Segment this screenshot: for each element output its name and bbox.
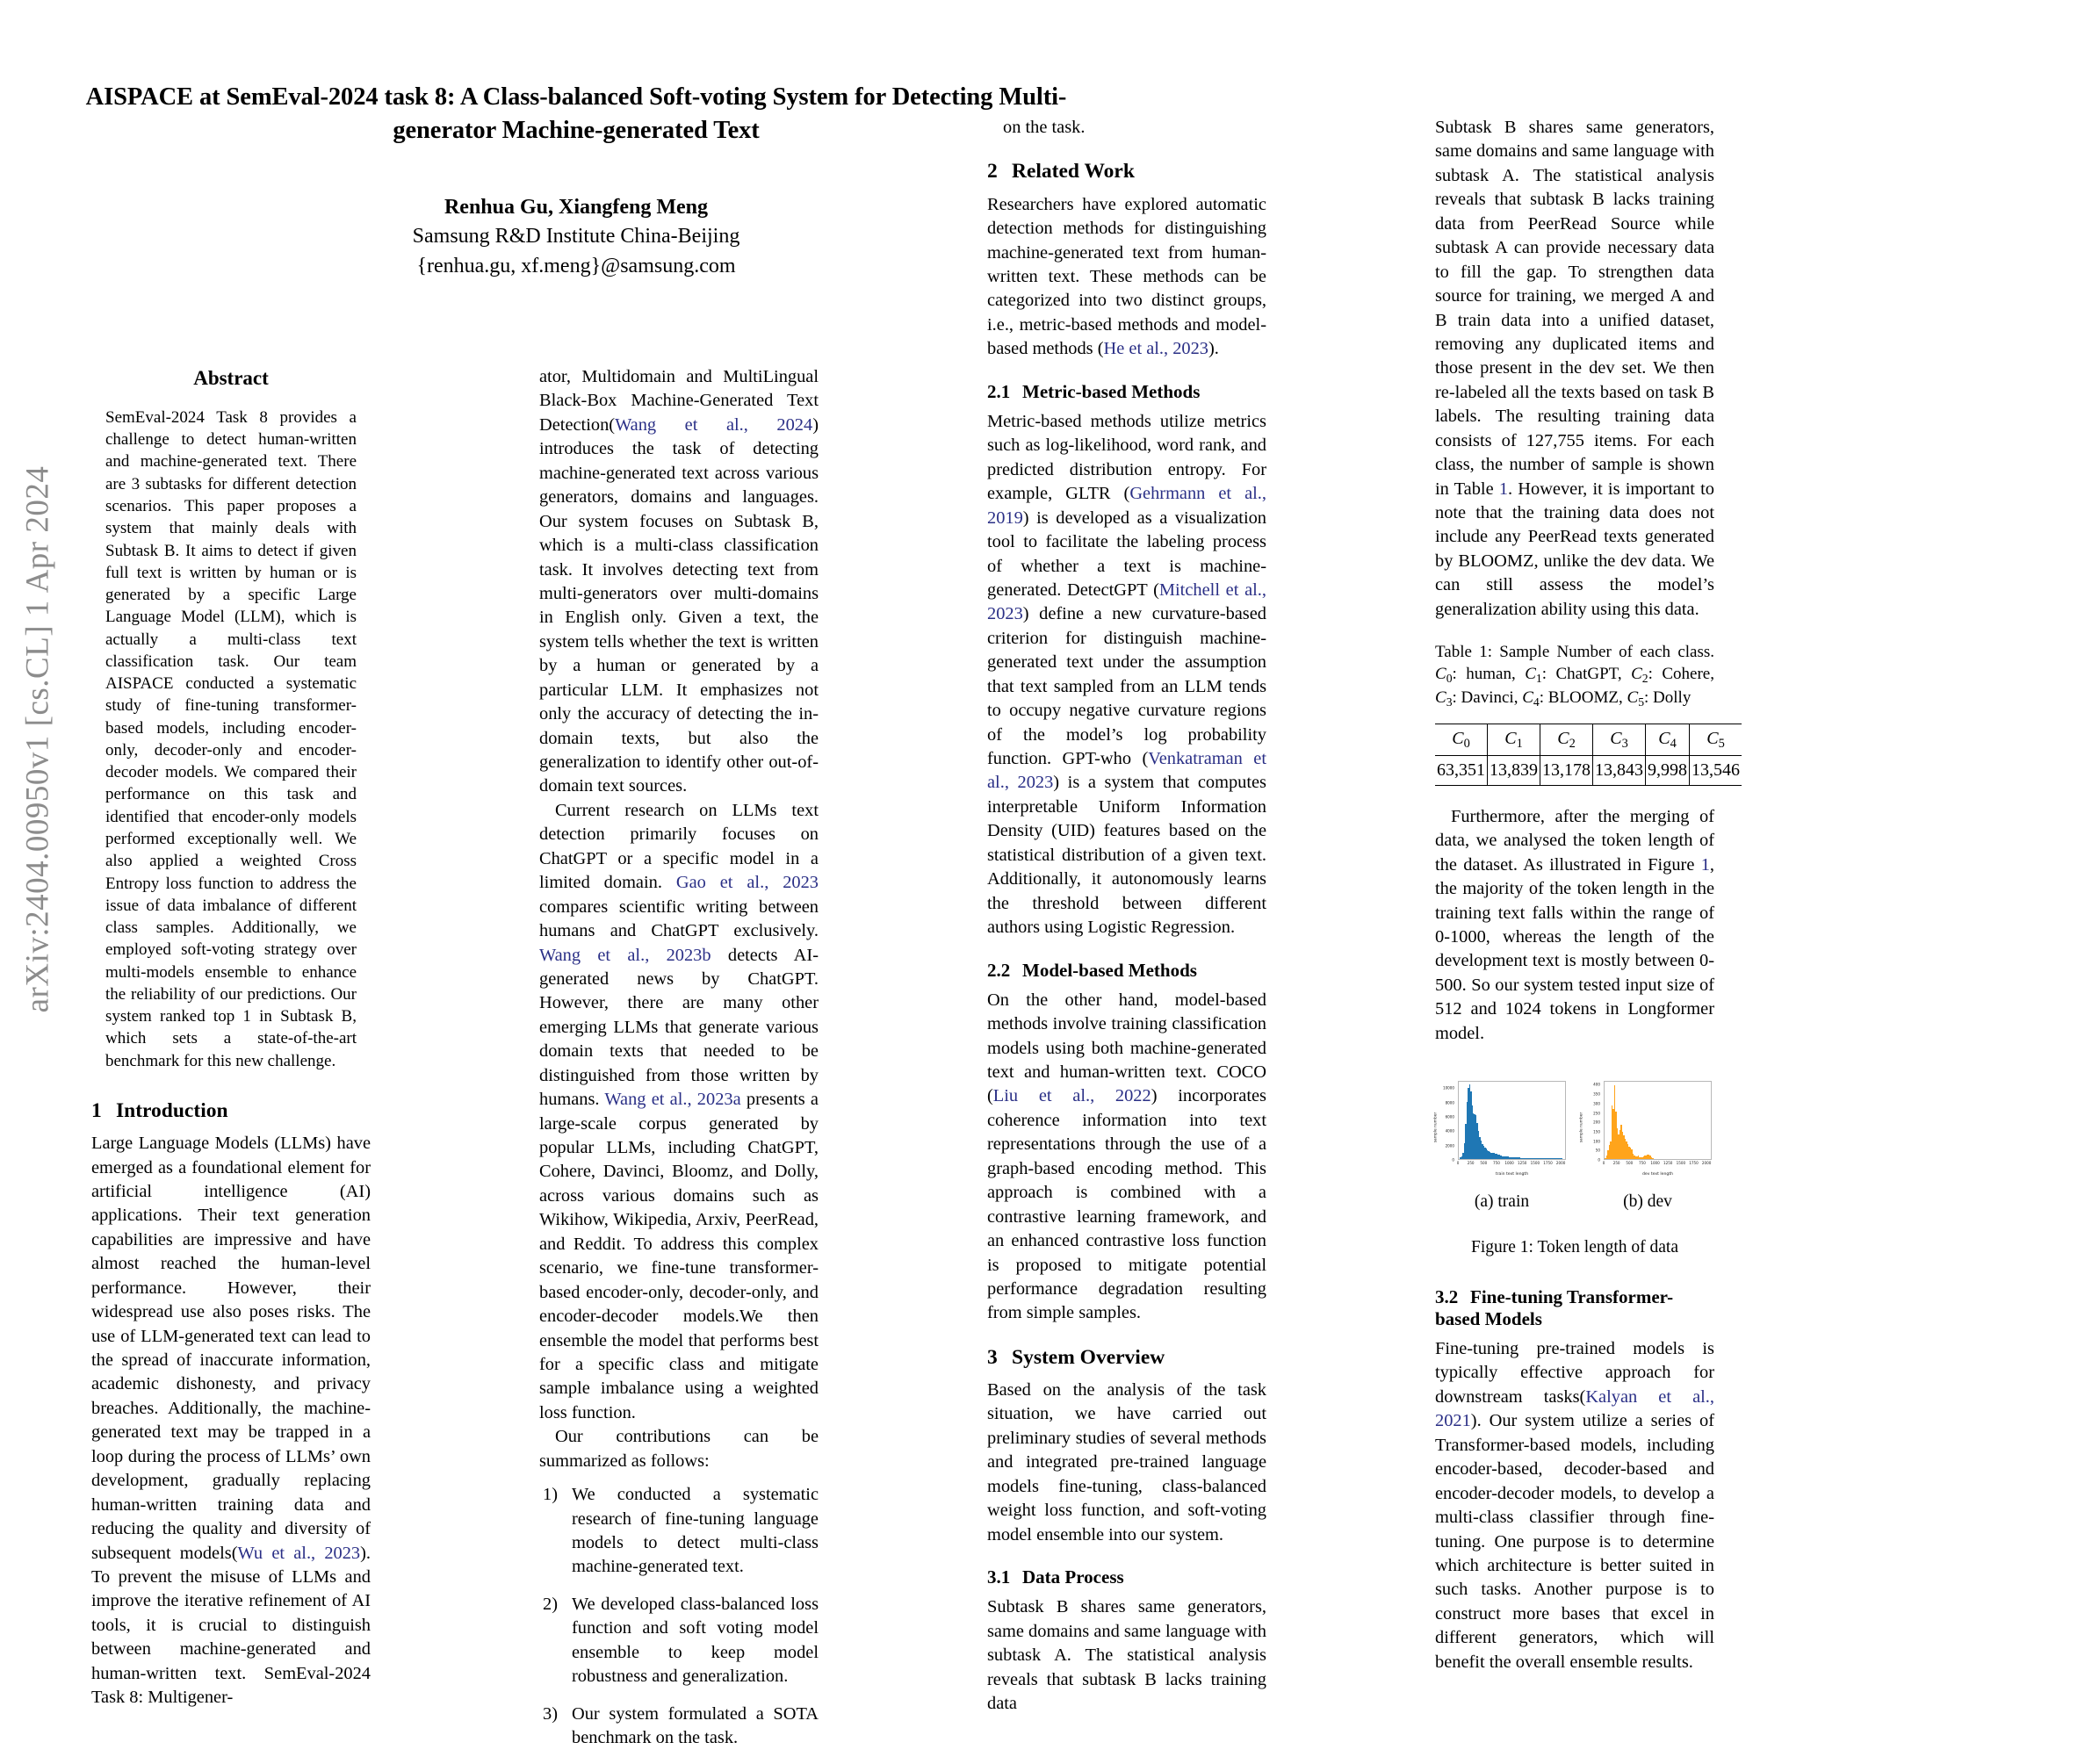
subsection-number: 2.2 <box>987 959 1011 981</box>
table-cell: 13,843 <box>1593 755 1646 785</box>
data-process-paragraph-continued <box>1435 116 1714 622</box>
subsection-title: Metric-based Methods <box>1022 380 1201 402</box>
contributions-lead-in <box>539 1425 819 1473</box>
citation-liu-2022[interactable]: Liu et al., 2022 <box>992 1086 1151 1106</box>
subsection-heading-model-based <box>987 960 1266 982</box>
email-address: {renhua.gu, xf.meng}@samsung.com <box>416 254 736 277</box>
mb-b: ) is developed as a visualization tool to facilitate the labeling process of whether a text is machine-generated. DetectGPT ( <box>987 508 1266 600</box>
affiliation: Samsung R&D Institute China-Beijing <box>412 225 740 248</box>
section-number: 1 <box>91 1098 102 1122</box>
table-row <box>1435 755 1742 785</box>
subsection-title: Model-based Methods <box>1022 959 1197 981</box>
x-axis-ticks: 0 250 500 750 1000 1250 1500 1750 2000 <box>1602 1161 1712 1166</box>
subsection-heading-fine-tuning <box>1435 1286 1714 1330</box>
ft-a: Fine-tuning pre-trained models is typically effective approach for downstream tasks( <box>1435 1339 1714 1407</box>
intro-paragraph-1 <box>91 1132 371 1710</box>
subsection-number: 3.1 <box>987 1566 1011 1588</box>
subsection-number: 2.1 <box>987 380 1011 402</box>
mb-d: ) is a system that computes interpretable Uniform Information Density (UID) features based on the statistical distribution of a given text. Additionally, it autonomously learns the threshold between different authors using Logistic Regression. <box>987 773 1266 938</box>
list-item <box>539 1703 819 1751</box>
table-cell: 13,546 <box>1690 755 1742 785</box>
table-cell: 13,839 <box>1488 755 1540 785</box>
section-heading-introduction <box>91 1098 371 1123</box>
system-overview-paragraph <box>987 1379 1266 1547</box>
figure-1 <box>1435 1076 1714 1259</box>
y-axis-ticks: 0 2000 4000 6000 8000 10000 <box>1442 1085 1454 1163</box>
citation-gao-2023[interactable]: Gao et al., 2023 <box>675 873 819 893</box>
figure-1-caption: Figure 1: Token length of data <box>1470 1238 1679 1257</box>
table-1-caption: Table 1: Sample Number of each class. $C_0$: human, $C_1$: ChatGPT, $C_2$: Cohere, $C_3$: Davinci, $C_4$: BLOOMZ, $C_5$: Dolly <box>1435 643 1714 709</box>
list-item-text: We conducted a systematic research of fine-tuning language models to detect multi-class machine-generated text. <box>572 1485 819 1577</box>
list-marker: 3) <box>543 1703 558 1724</box>
subfigure-caption: (a) train <box>1474 1192 1530 1212</box>
author-block <box>76 193 1077 282</box>
citation-figure-1[interactable]: 1 <box>1700 854 1710 875</box>
intro-p1-tail-a: ator, Multidomain and MultiLingual Black-Box Machine-Generated Text Detection( <box>539 367 819 435</box>
section-heading-system-overview <box>987 1345 1266 1370</box>
abstract-section <box>91 365 371 1072</box>
subsection-heading-data-process <box>987 1566 1266 1588</box>
plot-area <box>1458 1081 1566 1160</box>
dp-start: Subtask B shares same generators, same domains and same language with subtask A. The statistical analysis reveals that subtask B lacks training data <box>987 1597 1266 1713</box>
plot-area <box>1604 1081 1712 1160</box>
section-title: Introduction <box>116 1098 228 1122</box>
intro-tail-text-a: on the task. <box>1003 118 1086 137</box>
section-title: System Overview <box>1012 1345 1165 1369</box>
citation-mitchell-2023[interactable]: Mitchell et al., 2023 <box>987 580 1266 624</box>
authors: Renhua Gu, Xiangfeng Meng <box>444 195 709 219</box>
table-header-cell: $C_0$ <box>1435 724 1488 755</box>
intro-p2-b: compares scientific writing between humans and ChatGPT exclusively. <box>539 896 819 941</box>
table-header-cell: $C_1$ <box>1488 724 1540 755</box>
contributions-lead-text: Our contributions can be summarized as follows: <box>539 1427 819 1471</box>
table-header-cell: $C_4$ <box>1646 724 1690 755</box>
mdb-b: ) incorporates coherence information into text representations through the use of a graph-based encoding method. This approach is combined with a contrastive learning framework, and an enhanced contrastive loss function is proposed to mitigate potential performance degradation resulting from simple samples. <box>987 1086 1266 1323</box>
list-item <box>539 1593 819 1689</box>
table-cell: 13,178 <box>1540 755 1593 785</box>
figure-1-plots <box>1435 1076 1714 1213</box>
intro-p1-part-b: ). To prevent the misuse of LLMs and improve the iterative refinement of AI tools, it is crucial to distinguish between machine-generated and human-written text. SemEval-2024 Task 8: Multigener- <box>91 1543 371 1708</box>
mb-c: ) define a new curvature-based criterion for distinguish machine-generated text under the assumption that text sampled from an LLM tends to occupy negative curvature regions of the model’s log probability function. GPT-who ( <box>987 604 1266 768</box>
bars <box>1459 1082 1565 1159</box>
table-header-cell: $C_3$ <box>1593 724 1646 755</box>
citation-he-2023[interactable]: He et al., 2023 <box>1103 339 1208 359</box>
citation-wang-2024-col2[interactable]: Wang et al., 2024 <box>615 414 813 435</box>
y-axis-label: sample number <box>1579 1112 1584 1143</box>
citation-venkatraman-2023[interactable]: Venkatraman et al., 2023 <box>987 749 1267 793</box>
y-axis-label: sample number <box>1433 1112 1439 1143</box>
list-marker: 1) <box>543 1485 558 1505</box>
title-block <box>76 81 1077 282</box>
subsection-heading-metric-based <box>987 381 1266 403</box>
bars <box>1605 1082 1711 1159</box>
intro-p2-a: Current research on LLMs text detection primarily focuses on ChatGPT or a specific model in a limited domain. <box>539 800 819 893</box>
mdb-a: On the other hand, model-based methods involve training classification models using both machine-generated text and human-written text. COCO ( <box>987 990 1266 1106</box>
data-process-paragraph-start <box>987 1595 1266 1716</box>
table-cell: 9,998 <box>1646 755 1690 785</box>
subsection-number: 3.2 <box>1435 1285 1459 1307</box>
citation-kalyan-2021[interactable]: Kalyan et al., 2021 <box>1435 1386 1714 1431</box>
list-item <box>539 1483 819 1580</box>
model-based-paragraph <box>987 989 1266 1326</box>
table-header-cell: $C_2$ <box>1540 724 1593 755</box>
page-title: AISPACE at SemEval-2024 task 8: A Class-balanced Soft-voting System for Detecting Multi-generator Machine-generated Text <box>85 83 1067 144</box>
citation-wu-2023[interactable]: Wu et al., 2023 <box>237 1543 361 1563</box>
paper-page <box>76 0 2092 1748</box>
citation-wang-2023b[interactable]: Wang et al., 2023b <box>539 945 711 965</box>
histogram-dev <box>1581 1076 1714 1213</box>
x-axis-label: dev text length <box>1641 1172 1674 1177</box>
fine-tuning-paragraph <box>1435 1337 1714 1674</box>
section-title: Related Work <box>1012 160 1135 184</box>
intro-p1-tail-b: ) introduces the task of detecting machine-generated text across various generators, domains and languages. Our system focuses on Subtask B, which is a multi-class classification task. It involves detecting text from multi-generators over multi-domains in English only. Given a text, the system tells whether the text is written by a human or generated by a particular LLM. It emphasizes not only the accuracy of detecting the in-domain texts, but also the generalization to identify other out-of-domain text sources. <box>539 414 819 796</box>
intro-p2-d: presents a large-scale corpus generated by popular LLMs, including ChatGPT, Cohere, Davinci, Bloomz, and Dolly, across various domains such as Wikihow, Wikipedia, Arxiv, PeerRead, and Reddit. To address this complex scenario, we fine-tune transformer-based encoder-only, decoder-only, and encoder-decoder models.We then ensemble the model that performs best for a specific class and mitigate sample imbalance using a weighted loss function. <box>539 1090 819 1422</box>
mb-a: Metric-based methods utilize metrics such as log-likelihood, word rank, and predicted distribution entropy. For example, GLTR ( <box>987 411 1266 504</box>
section-number: 2 <box>987 160 998 184</box>
citation-gehrmann-2019[interactable]: Gehrmann et al., 2019 <box>987 484 1266 528</box>
rw-p1-a: Researchers have explored automatic detection methods for distinguishing machine-generated text from human-written text. These methods can be categorized into two distinct groups, i.e., metric-based methods and model-based methods ( <box>987 194 1266 359</box>
dp-c-b: , the majority of the token length in the training text falls within the range of 0-1000, whereas the length of the development text is mostly between 0-500. So our system tested input size of 512 and 1024 tokens in Longformer model. <box>1435 854 1714 1043</box>
section-heading-related-work <box>987 159 1266 184</box>
table-header-row <box>1435 724 1742 755</box>
list-item-text: Our system formulated a SOTA benchmark on the task. <box>572 1703 819 1748</box>
related-work-paragraph-1 <box>987 193 1266 362</box>
so-p1: Based on the analysis of the task situation, we have carried out preliminary studies of several methods and integrated pre-trained language models fine-tuning, class-balanced weight loss function, and soft-voting model ensemble into our system. <box>987 1380 1266 1544</box>
data-process-paragraph-3 <box>1435 805 1714 1046</box>
intro-p1-part-a: Large Language Models (LLMs) have emerged as a foundational element for artificial intelligence (AI) applications. Their text generation capabilities are impressive and have almost reached the human-level performance. However, their widespread use also poses risks. The use of LLM-generated text can lead to the spread of inaccurate information, academic dishonesty, and privacy breaches. Additionally, the machine-generated text may be trapped in a loop during the process of LLMs’ own development, gradually replacing human-written training data and reducing the quality and diversity of subsequent models( <box>91 1134 371 1563</box>
list-marker: 2) <box>543 1594 558 1614</box>
section-number: 3 <box>987 1345 998 1369</box>
dp-b: . However, it is important to note that the training data does not include any PeerRead texts generated by BLOOMZ, unlike the dev data. We can still assess the model’s generalization ability using this data. <box>1435 479 1714 619</box>
contributions-list <box>539 1483 819 1750</box>
y-axis-ticks: 0 50 100 150 200 250 300 350 400 <box>1593 1082 1600 1163</box>
dp-a: Subtask B shares same generators, same domains and same language with subtask A. The statistical analysis reveals that subtask B lacks training data from PeerRead Source while subtask A can provide necessary data to fill the gap. To strengthen data source for training, we merged A and B train data into a unified dataset, removing any duplicated items and those present in the dev set. We then re-labeled all the texts based on task B labels. The resulting training data consists of 127,755 items. For each class, the number of sample is shown in Table <box>1435 118 1714 499</box>
intro-p2-c: detects AI-generated news by ChatGPT. However, there are many other emerging LLMs that generate various domain texts that needed to be distinguished from those written by humans. <box>539 945 819 1110</box>
list-item-text: We developed class-balanced loss function and soft voting model ensemble to keep model robustness and generalization. <box>572 1594 819 1687</box>
rw-p1-b: ). <box>1208 339 1219 359</box>
arxiv-stamp-text: arXiv:2404.00950v1 [cs.CL] 1 Apr 2024 <box>19 465 56 1013</box>
subfigure-caption: (b) dev <box>1623 1192 1672 1212</box>
abstract-body: SemEval-2024 Task 8 provides a challenge to detect human-written and machine-generated text. There are 3 subtasks for different detection scenarios. This paper proposes a system that mainly deals with Subtask B. It aims to detect if given full text is written by human or is generated by a specific Large Language Model (LLM), which is actually a multi-class text classification task. Our team AISPACE conducted a systematic study of fine-tuning transformer-based models, including encoder-only, decoder-only and encoder-decoder models. We compared their performance on this task and identified that encoder-only models performed exceptionally well. We also applied a weighted Cross Entropy loss function to address the issue of data imbalance of different class samples. Additionally, we employed soft-voting strategy over multi-models ensemble to enhance the reliability of our predictions. Our system ranked top 1 in Subtask B, which sets a state-of-the-art benchmark for this new challenge. <box>105 407 357 1070</box>
citation-wang-2023a[interactable]: Wang et al., 2023a <box>604 1090 741 1110</box>
metric-based-paragraph <box>987 410 1266 940</box>
intro-paragraph-1-tail <box>539 365 819 799</box>
intro-paragraph-2 <box>539 799 819 1425</box>
intro-tail-on-the-task <box>987 116 1266 140</box>
x-axis-ticks: 0 250 500 750 1000 1250 1500 1750 2000 <box>1456 1161 1566 1166</box>
histogram-train <box>1435 1076 1569 1213</box>
table-header-cell: $C_5$ <box>1690 724 1742 755</box>
arxiv-stamp <box>0 0 76 1479</box>
ft-b: ). Our system utilize a series of Transformer-based models, including encoder-based, decoder-based and encoder-decoder models, to develop a multi-class classifier through fine-tuning. One purpose is to determine which architecture is better suited in such tasks. Another purpose is to construct more bases that excel in different generators, which will benefit the overall ensemble results. <box>1435 1411 1714 1672</box>
subsection-title: Data Process <box>1022 1566 1124 1588</box>
dp-c-a: Furthermore, after the merging of data, we analysed the token length of the dataset. As illustrated in Figure <box>1435 806 1714 875</box>
x-axis-label: train text length <box>1495 1172 1529 1177</box>
citation-table-1[interactable]: 1 <box>1498 479 1509 499</box>
table-1 <box>1435 724 1742 786</box>
table-cell: 63,351 <box>1435 755 1488 785</box>
subsection-title: Fine-tuning Transformer-based Models <box>1435 1285 1674 1329</box>
abstract-heading: Abstract <box>193 367 269 389</box>
